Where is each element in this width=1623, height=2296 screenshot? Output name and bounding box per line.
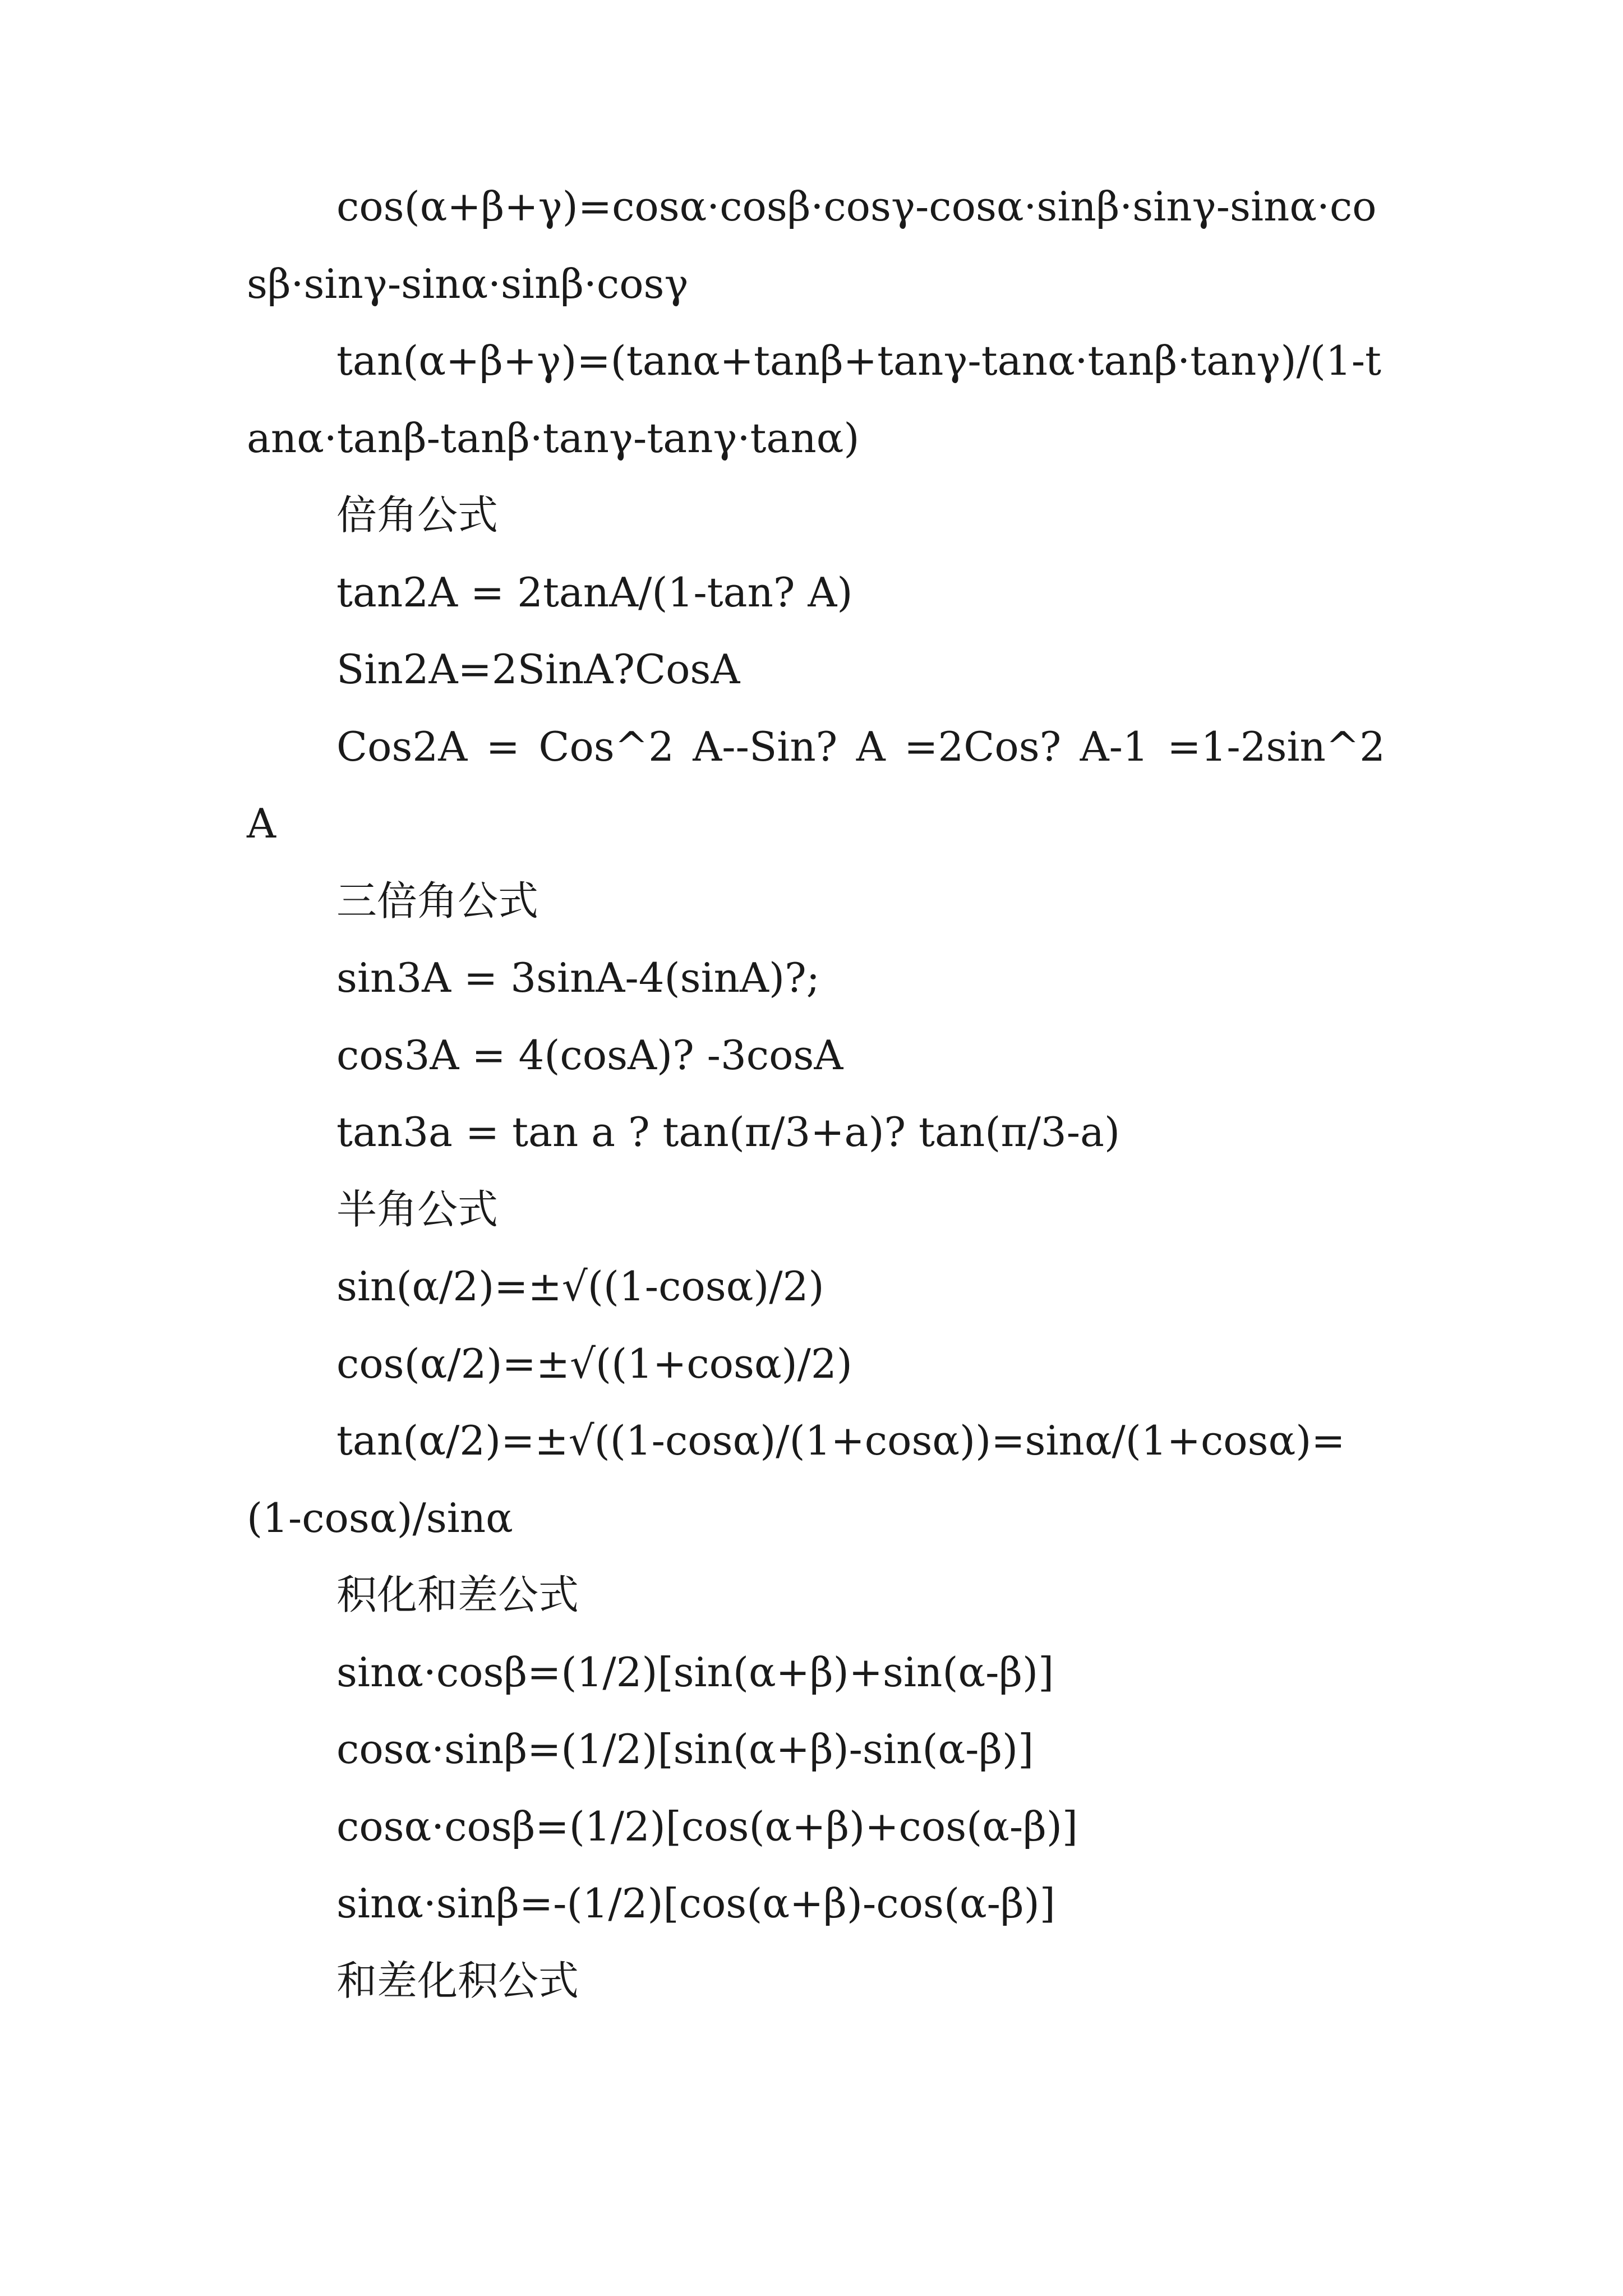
formula-cos3a: cos3A = 4(cosA)? -3cosA	[336, 1031, 843, 1079]
heading-triple-angle: 三倍角公式	[336, 877, 539, 924]
formula-cos-sin-product: cosα·sinβ=(1/2)[sin(α+β)-sin(α-β)]	[336, 1726, 1034, 1773]
formula-cos-cos-product: cosα·cosβ=(1/2)[cos(α+β)+cos(α-β)]	[336, 1802, 1078, 1850]
formula-sin3a: sin3A = 3sinA-4(sinA)?;	[336, 954, 820, 1001]
formula-tan-sum-three: tan(α+β+γ)=(tanα+tanβ+tanγ-tanα·tanβ·tanγ)/(1-tanα·tanβ-tanβ·tanγ-tanγ·tanα)	[247, 337, 1381, 462]
formula-tan3a: tan3a = tan a ? tan(π/3+a)? tan(π/3-a)	[336, 1108, 1121, 1156]
formula-tan2a: tan2A = 2tanA/(1-tan? A)	[336, 568, 853, 616]
heading-sum-to-product: 和差化积公式	[336, 1957, 579, 2004]
heading-double-angle: 倍角公式	[336, 491, 499, 539]
formula-sin-cos-product: sinα·cosβ=(1/2)[sin(α+β)+sin(α-β)]	[336, 1648, 1054, 1696]
formula-cos2a: Cos2A = Cos^2 A--Sin? A =2Cos? A-1 =1-2sin^2 A	[247, 723, 1385, 847]
formula-sin-half: sin(α/2)=±√((1-cosα)/2)	[336, 1263, 824, 1310]
heading-half-angle: 半角公式	[336, 1185, 499, 1233]
formula-sin-sin-product: sinα·sinβ=-(1/2)[cos(α+β)-cos(α-β)]	[336, 1880, 1055, 1927]
formula-cos-half: cos(α/2)=±√((1+cosα)/2)	[336, 1340, 852, 1387]
formula-tan-half: tan(α/2)=±√((1-cosα)/(1+cosα))=sinα/(1+cosα)=(1-cosα)/sinα	[247, 1417, 1345, 1542]
heading-product-to-sum: 积化和差公式	[336, 1571, 579, 1618]
formula-text-block	[247, 168, 1385, 2019]
formula-cos-sum-three: cos(α+β+γ)=cosα·cosβ·cosγ-cosα·sinβ·sinγ-sinα·cosβ·sinγ-sinα·sinβ·cosγ	[247, 183, 1377, 307]
formula-sin2a: Sin2A=2SinA?CosA	[336, 646, 740, 693]
